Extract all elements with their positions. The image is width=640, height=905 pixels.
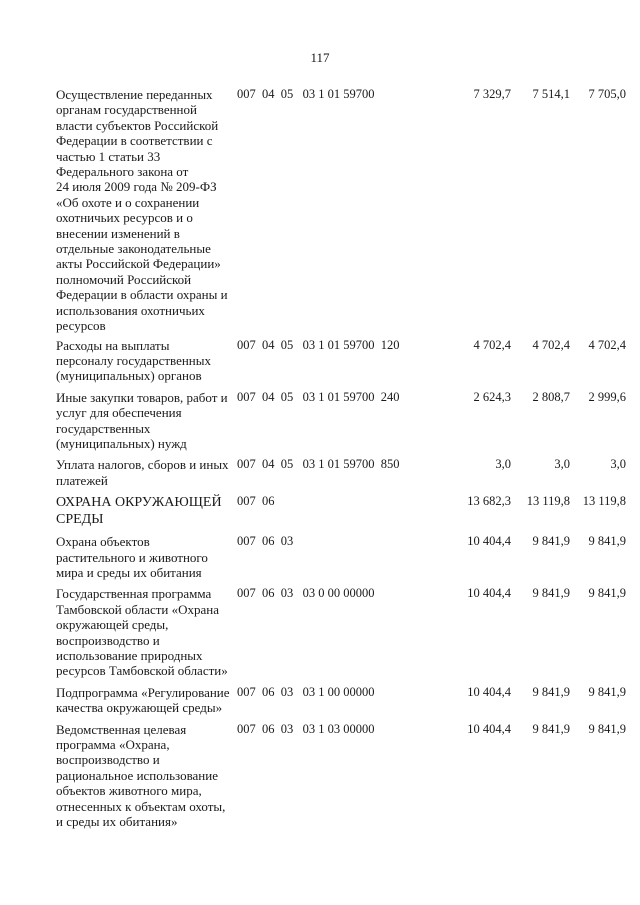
row-value-year3: 9 841,9 bbox=[588, 534, 626, 549]
page-number: 117 bbox=[310, 50, 330, 65]
row-value-year2: 9 841,9 bbox=[532, 684, 570, 699]
row-name: Подпрограмма «Регулирование качества окружающей среды» bbox=[56, 684, 230, 716]
row-code: 007 04 05 03 1 01 59700 850 bbox=[237, 457, 400, 472]
row-value-year1: 4 702,4 bbox=[473, 337, 511, 352]
row-name: ОХРАНА ОКРУЖАЮЩЕЙ СРЕДЫ bbox=[56, 495, 222, 528]
row-name: Охрана объектов растительного и животного мира и среды их обитания bbox=[56, 534, 208, 580]
row-value-year1: 13 682,3 bbox=[467, 494, 511, 509]
budget-table bbox=[56, 87, 626, 835]
row-code: 007 04 05 03 1 01 59700 240 bbox=[237, 389, 400, 404]
row-code: 007 06 03 03 1 03 00000 bbox=[237, 721, 375, 736]
row-name: Осуществление переданных органам государственной власти субъектов Российской Федерации в соответствии с частью 1 статьи 33 Федерального закона от 24 июля 2009 года № 209-ФЗ «Об охоте и о сохранении охотничьих ресурсов и о внесении изменений в отдельные законодательные акты Российской Федерации» полномочий Российской Федерации в области охраны и использования охотничьих ресурсов bbox=[56, 87, 228, 334]
row-value-year3: 13 119,8 bbox=[582, 494, 626, 509]
row-code: 007 06 03 bbox=[237, 534, 294, 549]
row-name: Государственная программа Тамбовской области «Охрана окружающей среды, воспроизводство и использование природных ресурсов Тамбовской области» bbox=[56, 586, 228, 679]
table-row bbox=[56, 338, 626, 384]
row-code: 007 06 bbox=[237, 494, 275, 509]
row-value-year3: 9 841,9 bbox=[588, 721, 626, 736]
row-value-year1: 10 404,4 bbox=[467, 721, 511, 736]
row-name: Ведомственная целевая программа «Охрана, воспроизводство и рациональное использование объектов животного мира, отнесенных к объектам охоты, и среды их обитания» bbox=[56, 721, 226, 830]
table-row bbox=[56, 722, 626, 830]
row-value-year3: 9 841,9 bbox=[588, 684, 626, 699]
row-name: Иные закупки товаров, работ и услуг для обеспечения государственных (муниципальных) нужд bbox=[56, 389, 228, 451]
row-value-year2: 7 514,1 bbox=[532, 87, 570, 101]
row-value-year1: 3,0 bbox=[495, 457, 511, 472]
row-value-year1: 2 624,3 bbox=[473, 389, 511, 404]
row-value-year3: 3,0 bbox=[610, 457, 626, 472]
table-row bbox=[56, 685, 626, 716]
table-row bbox=[56, 457, 626, 488]
row-code: 007 06 03 03 1 00 00000 bbox=[237, 684, 375, 699]
row-name: Уплата налогов, сборов и иных платежей bbox=[56, 457, 229, 488]
row-value-year1: 10 404,4 bbox=[467, 684, 511, 699]
table-row bbox=[56, 87, 626, 334]
row-code: 007 06 03 03 0 00 00000 bbox=[237, 586, 375, 601]
row-value-year3: 7 705,0 bbox=[588, 87, 626, 101]
row-value-year2: 3,0 bbox=[554, 457, 570, 472]
row-value-year1: 10 404,4 bbox=[467, 534, 511, 549]
row-code: 007 04 05 03 1 01 59700 120 bbox=[237, 337, 400, 352]
row-code: 007 04 05 03 1 01 59700 bbox=[237, 87, 375, 101]
row-value-year3: 4 702,4 bbox=[588, 337, 626, 352]
row-value-year2: 9 841,9 bbox=[532, 534, 570, 549]
row-value-year2: 9 841,9 bbox=[532, 586, 570, 601]
row-value-year2: 13 119,8 bbox=[526, 494, 570, 509]
row-value-year2: 2 808,7 bbox=[532, 389, 570, 404]
row-name: Расходы на выплаты персоналу государственных (муниципальных) органов bbox=[56, 337, 212, 384]
table-row bbox=[56, 390, 626, 452]
row-value-year3: 2 999,6 bbox=[588, 389, 626, 404]
row-value-year1: 10 404,4 bbox=[467, 586, 511, 601]
row-value-year2: 4 702,4 bbox=[532, 337, 570, 352]
row-value-year2: 9 841,9 bbox=[532, 721, 570, 736]
row-value-year1: 7 329,7 bbox=[473, 87, 511, 101]
table-row bbox=[56, 494, 626, 528]
table-row bbox=[56, 534, 626, 580]
row-value-year3: 9 841,9 bbox=[588, 586, 626, 601]
table-row bbox=[56, 586, 626, 678]
